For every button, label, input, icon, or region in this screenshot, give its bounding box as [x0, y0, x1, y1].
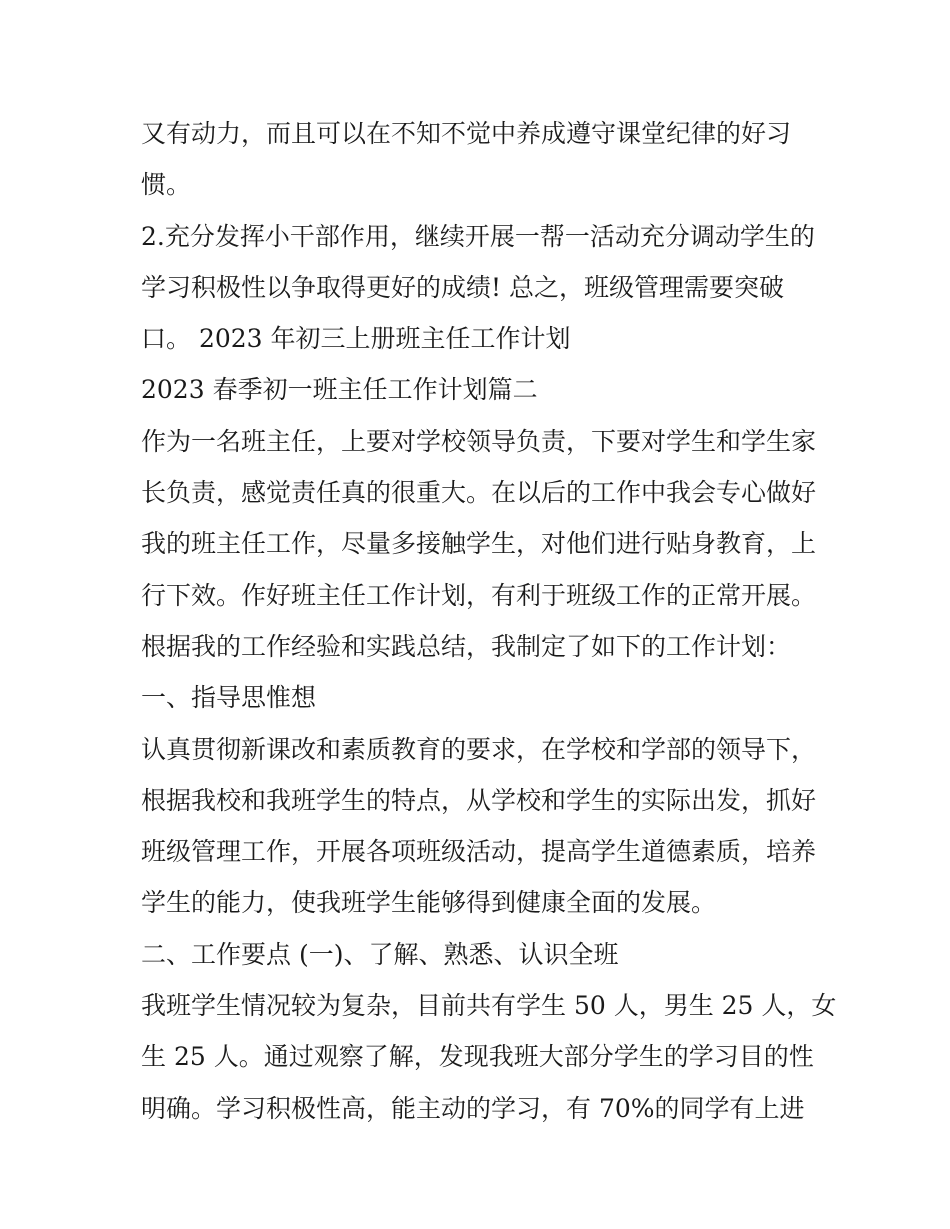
text-line: 认真贯彻新课改和素质教育的要求，在学校和学部的领导下，: [141, 734, 817, 764]
text-line: 又有动力，而且可以在不知不觉中养成遵守课堂纪律的好习: [141, 119, 792, 148]
text-line: 班级管理工作，开展各项班级活动，提高学生道德素质，培养: [141, 837, 817, 867]
text-line: 长负责，感觉责任真的很重大。在以后的工作中我会专心做好: [141, 478, 817, 508]
section-heading: 一、指导思惟想: [141, 683, 317, 713]
text-line: 我班学生情况较为复杂，目前共有学生 50 人，男生 25 人，女: [141, 991, 837, 1021]
text-line: 作为一名班主任，上要对学校领导负责，下要对学生和学生家: [141, 426, 817, 456]
text-line: 生 25 人。通过观察了解，发现我班大部分学生的学习目的性: [141, 1042, 814, 1072]
text-line: 根据我校和我班学生的特点，从学校和学生的实际出发，抓好: [141, 785, 817, 815]
text-line: 口。 2023 年初三上册班主任工作计划: [141, 324, 571, 354]
document-body: [141, 108, 837, 1134]
text-line: 惯。: [141, 170, 192, 200]
text-line: 我的班主任工作，尽量多接触学生，对他们进行贴身教育，上: [141, 529, 817, 559]
text-line: 学习积极性以争取得更好的成绩! 总之，班级管理需要突破: [141, 272, 784, 302]
text-line: 2.充分发挥小干部作用，继续开展一帮一活动充分调动学生的: [141, 221, 815, 251]
text-line: 明确。学习积极性高，能主动的学习，有 70%的同学有上进: [141, 1093, 805, 1123]
text-line: 行下效。作好班主任工作计划，有利于班级工作的正常开展。: [141, 580, 817, 610]
text-line: 学生的能力，使我班学生能够得到健康全面的发展。: [141, 888, 717, 918]
text-line: 根据我的工作经验和实践总结，我制定了如下的工作计划：: [141, 631, 792, 661]
section-heading: 二、工作要点 (一)、了解、熟悉、认识全班: [141, 939, 619, 969]
section-title: 2023 春季初一班主任工作计划篇二: [141, 375, 538, 405]
